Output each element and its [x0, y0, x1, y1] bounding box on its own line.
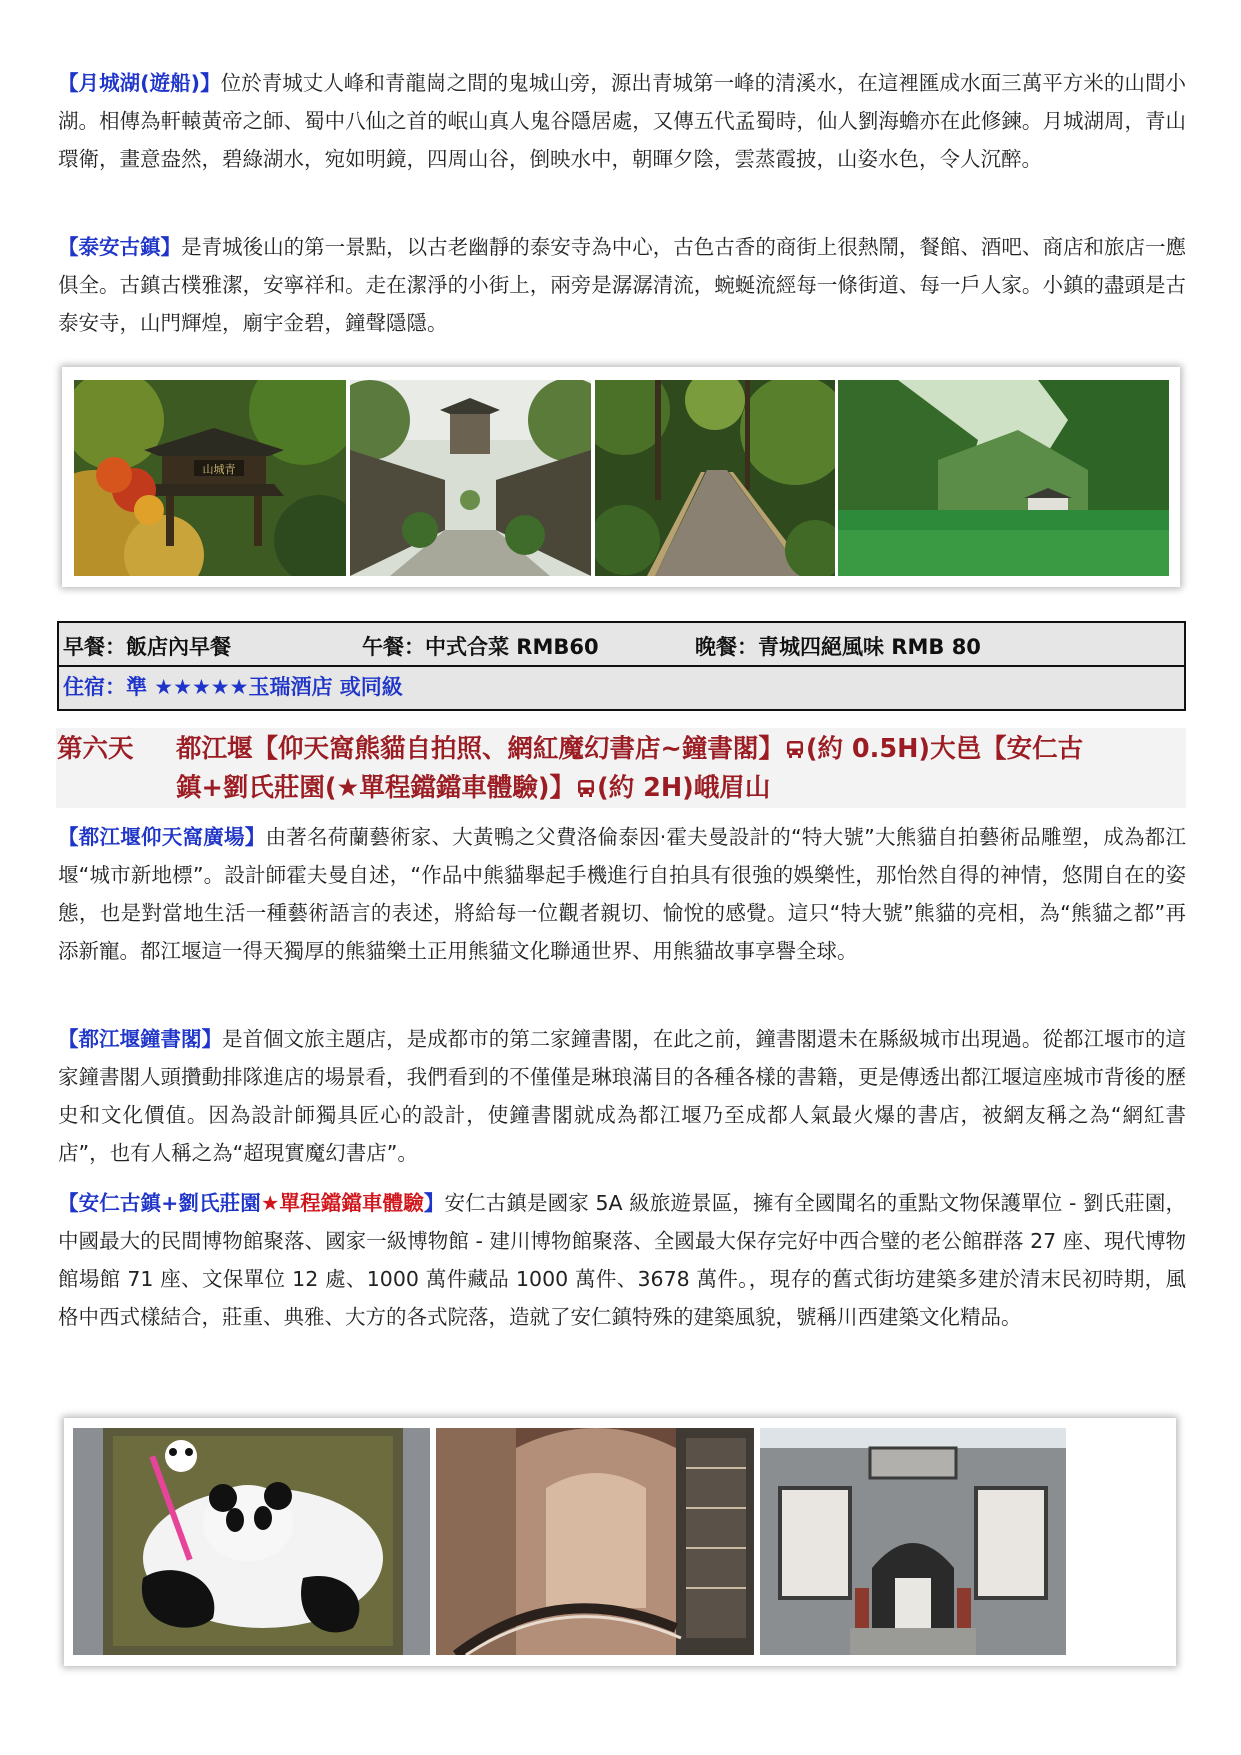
lunch-cell: 午餐：中式合菜 RMB60 [362, 635, 599, 659]
day-route-line1 [176, 730, 1083, 769]
taian-town-text: 是青城後山的第一景點，以古老幽靜的泰安寺為中心，古色古香的商街上很熱鬧，餐館、酒吧、商店和旅店一應俱全。古鎮古樸雅潔，安寧祥和。走在潔淨的小街上，兩旁是潺潺清流，蜿蜒流經每一條街道、每一戶人家。小鎮的盡頭是古泰安寺，山門輝煌，廟宇金碧，鐘聲隱隱。 [58, 235, 1187, 335]
moon-lake-text: 位於青城丈人峰和青龍崗之間的鬼城山旁，源出青城第一峰的清溪水，在這裡匯成水面三萬平方米的山間小湖。相傳為軒轅黃帝之師、蜀中八仙之首的岷山真人鬼谷隱居處，又傳五代孟蜀時，仙人劉海蟾亦在此修鍊。月城湖周，青山環衛，畫意盎然，碧綠湖水，宛如明鏡，四周山谷，倒映水中，朝暉夕陰，雲蒸霞披，山姿水色，令人沉醉。 [58, 71, 1186, 171]
panda-square-text: 由著名荷蘭藝術家、大黃鴨之父費洛倫泰因·霍夫曼設計的“特大號”大熊貓自拍藝術品雕塑，成為都江堰“城市新地標”。設計師霍夫曼自述，“作品中熊貓舉起手機進行自拍具有很強的娛樂性，那怡然自得的神情，悠閒自在的姿態，也是對當地生活一種藝術語言的表述，將給每一位觀者親切、愉悅的感覺。這只“特大號”熊貓的亮相，為“熊貓之都”再添新寵。都江堰這一得天獨厚的熊貓樂土正用熊貓文化聯通世界、用熊貓故事享譽全球。 [58, 825, 1186, 963]
photo-strip-qingcheng [62, 367, 1180, 587]
anren-title-part1: 【安仁古鎮+劉氏莊園 [58, 1191, 261, 1215]
photo-forest-path [595, 380, 835, 576]
anren-title-part3: 】 [423, 1191, 445, 1215]
bookstore-title: 【都江堰鐘書閣】 [58, 1027, 223, 1051]
day-route-part4: (約 2H)峨眉山 [597, 773, 771, 803]
meals-table [57, 621, 1186, 711]
moon-lake-title: 【月城湖(遊船)】 [58, 71, 221, 95]
day-route-part3: 鎮+劉氏莊園(★單程鐺鐺車體驗)】 [176, 773, 576, 803]
taian-town-title: 【泰安古鎮】 [58, 235, 182, 259]
day-six-heading [56, 728, 1186, 808]
day-route-part2: (約 0.5H)大邑【安仁古 [805, 734, 1084, 764]
accommodation-cell: 住宿：準 ★★★★★玉瑞酒店 或同級 [63, 675, 403, 699]
day-route-part1: 都江堰【仰天窩熊貓自拍照、網紅魔幻書店~鐘書閣】 [176, 734, 784, 764]
photo-ancient-street [350, 380, 591, 576]
panda-square-paragraph [58, 818, 1186, 970]
day-label: 第六天 [57, 734, 134, 764]
bus-icon [577, 778, 595, 798]
anren-title-part2: ★單程鐺鐺車體驗 [260, 1191, 424, 1215]
breakfast-cell: 早餐：飯店內早餐 [63, 635, 231, 659]
bookstore-text: 是首個文旅主題店，是成都市的第二家鐘書閣，在此之前，鐘書閣還未在縣級城市出現過。從都江堰市的這家鐘書閣人頭攢動排隊進店的場景看，我們看到的不僅僅是琳琅滿目的各種各樣的書籍，更是傳透出都江堰這座城市背後的歷史和文化價值。因為設計師獨具匠心的設計，使鐘書閣就成為都江堰乃至成都人氣最火爆的書店，被網友稱之為“網紅書店”，也有人稱之為“超現實魔幻書店”。 [58, 1027, 1187, 1165]
anren-town-text: 安仁古鎮是國家 5A 級旅遊景區，擁有全國聞名的重點文物保護單位 - 劉氏莊園，中國最大的民間博物館聚落、國家一級博物館 - 建川博物館聚落、全國最大保存完好中西合璧的老公館群落 27 座、現代博物館場館 71 座、文保單位 12 處、1000 萬件藏品 1000 萬件、3678 萬件。，現存的舊式街坊建築多建於清末民初時期，風格中西式樣結合，莊重、典雅、大方的各式院落，造就了安仁鎮特殊的建築風貌，號稱川西建築文化精品。 [58, 1191, 1187, 1329]
bookstore-paragraph [58, 1020, 1186, 1172]
pavilion-sign-text: 山城青 [202, 463, 236, 476]
dinner-cell: 晚餐：青城四絕風味 RMB 80 [695, 635, 981, 659]
photo-panda-sculpture [73, 1428, 430, 1655]
photo-moon-lake [838, 380, 1169, 576]
bus-icon [786, 739, 804, 759]
moon-lake-paragraph [58, 64, 1186, 178]
meals-row [59, 623, 1184, 667]
day-route-line2 [176, 769, 770, 808]
photo-liu-manor [760, 1428, 1066, 1655]
photo-pavilion [74, 380, 346, 576]
photo-strip-dujiangyan [64, 1418, 1176, 1666]
taian-town-paragraph [58, 228, 1186, 342]
photo-bookstore [436, 1428, 754, 1655]
panda-square-title: 【都江堰仰天窩廣場】 [58, 825, 266, 849]
anren-town-paragraph [58, 1184, 1186, 1336]
